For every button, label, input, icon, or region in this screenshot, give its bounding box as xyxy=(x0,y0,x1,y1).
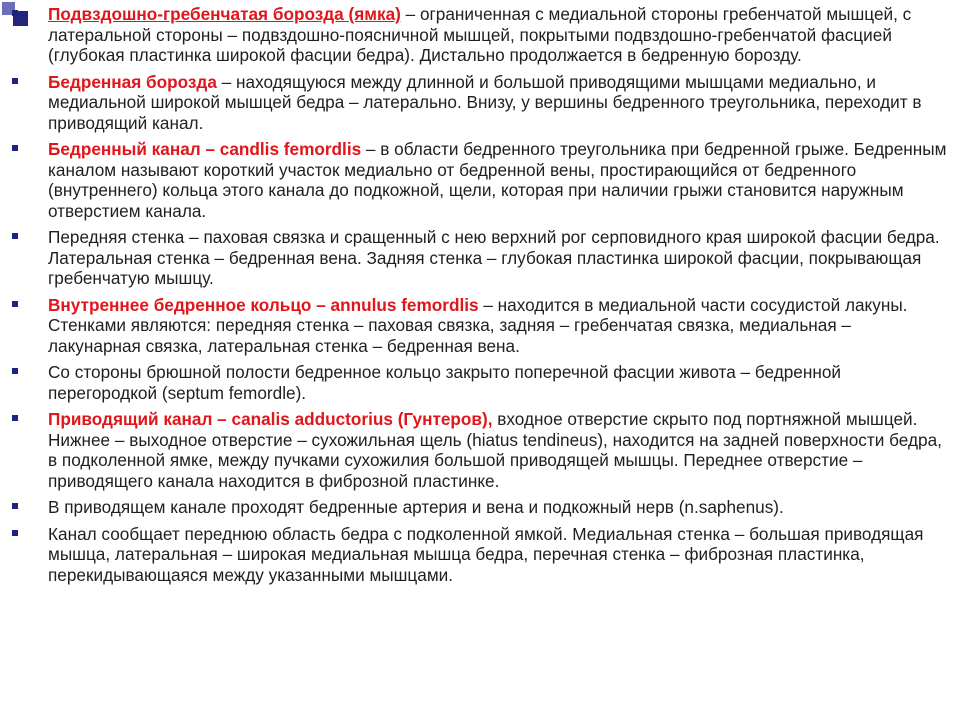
list-item xyxy=(8,409,948,491)
bullet-icon xyxy=(12,415,18,421)
item-text: – находящуюся между длинной и большой приводящими мышцами медиально, и медиальной широкой мышцей бедра – латерально. Внизу, у вершины бедренного треугольника, переходит в приводящий канал. xyxy=(48,71,922,133)
bullet-icon xyxy=(12,503,18,509)
term: Подвздошно-гребенчатая борозда (ямка) xyxy=(48,4,401,24)
list-item xyxy=(8,139,948,221)
list-item xyxy=(8,497,948,518)
item-text: входное отверстие скрыто под портняжной мышцей. Нижнее – выходное отверстие – сухожильная щель (hiatus tendineus), находится на задней поверхности бедра, в подколенной ямке, между пучками сухожилия большой приводящей мышцы. Переднее отверстие – приводящего канала находится в фиброзной пластинке. xyxy=(48,409,942,491)
list-item xyxy=(8,4,948,66)
bullet-icon xyxy=(12,10,18,16)
list-item xyxy=(8,524,948,586)
item-text: – в области бедренного треугольника при бедренной грыже. Бедренным каналом называют короткий участок медиально от бедренной вены, простирающийся от бедренного (внутреннего) кольца этого канала до подкожной, щели, которая при наличии грыжи становится наружным отверстием канала. xyxy=(48,139,947,221)
item-text: Передняя стенка – паховая связка и сращенный с нею верхний рог серповидного края широкой фасции бедра. Латеральная стенка – бедренная вена. Задняя стенка – глубокая пластинка широкой фасции, покрывающая гребенчатую мышцу. xyxy=(48,227,940,288)
item-text: Со стороны брюшной полости бедренное кольцо закрыто поперечной фасции живота – бедренной перегородкой (septum femordle). xyxy=(48,362,841,403)
bullet-list xyxy=(8,4,948,591)
item-text: Канал сообщает переднюю область бедра с подколенной ямкой. Медиальная стенка – большая приводящая мышца, латеральная – широкая медиальная мышца бедра, перечная стенка – фиброзная пластинка, перекидывающаяся между указанными мышцами. xyxy=(48,523,924,585)
term: Приводящий канал – canalis adductorius (Гунтеров), xyxy=(48,409,493,429)
bullet-icon xyxy=(12,530,18,536)
item-text: – ограниченная с медиальной стороны гребенчатой мышцей, с латеральной стороны – подвздошно-поясничной мышцей, покрытыми подвздошно-гребенчатой фасцией (глубокая пластинка широкой фасции бедра). Дистально продолжается в бедренную борозду. xyxy=(48,4,912,65)
list-item xyxy=(8,295,948,357)
item-text: В приводящем канале проходят бедренные артерия и вена и подкожный нерв (n.saphenus). xyxy=(48,497,784,517)
item-text: – находится в медиальной части сосудистой лакуны. Стенками являются: передняя стенка – паховая связка, задняя – гребенчатая связка, медиальная – лакунарная связка, латеральная стенка – бедренная вена. xyxy=(48,294,908,356)
bullet-icon xyxy=(12,145,18,151)
list-item xyxy=(8,72,948,134)
term: Бедренная борозда xyxy=(48,71,217,92)
term: Внутреннее бедренное кольцо – annulus femordlis xyxy=(48,294,479,315)
bullet-icon xyxy=(12,301,18,307)
bullet-icon xyxy=(12,78,18,84)
bullet-icon xyxy=(12,233,18,239)
term: Бедренный канал – candlis femordlis xyxy=(48,139,362,159)
list-item xyxy=(8,227,948,289)
list-item xyxy=(8,362,948,403)
bullet-icon xyxy=(12,368,18,374)
